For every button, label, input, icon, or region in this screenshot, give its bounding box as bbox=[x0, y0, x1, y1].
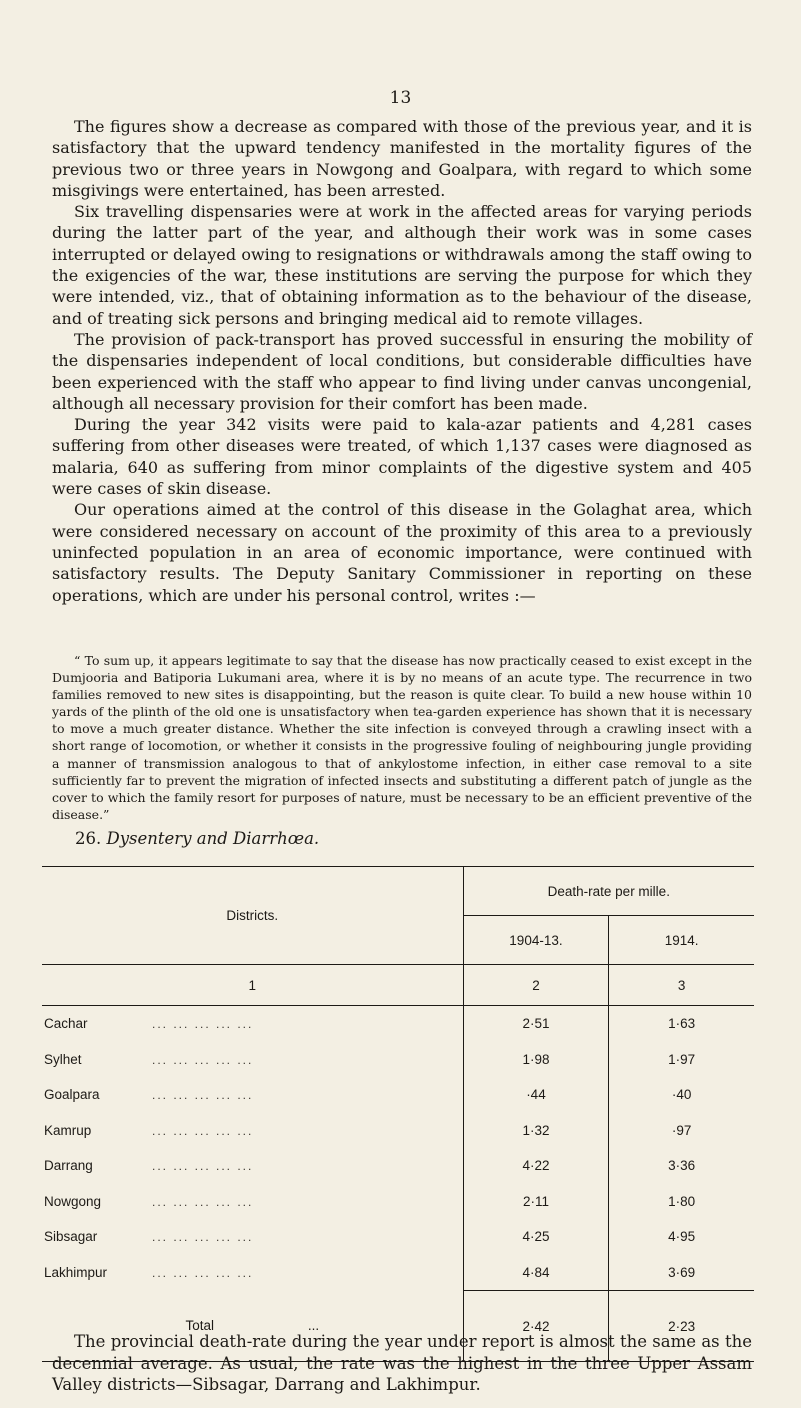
table-row bbox=[42, 1219, 754, 1255]
table-row bbox=[42, 1006, 754, 1042]
leader-dots: ... ... ... ... ... bbox=[152, 1123, 254, 1138]
table-row bbox=[42, 1184, 754, 1220]
year-header-decade: 1904-13. bbox=[463, 916, 609, 965]
paragraph: Our operations aimed at the control of this disease in the Golaghat area, which were considered necessary on account of the proximity of this area to a previously uninfected population in an area of economic importance, were continued with satisfactory results. The Deputy Sanitary Commissioner in reporting on these operations, which are under his personal control, writes :— bbox=[52, 500, 752, 605]
paragraph: During the year 342 visits were paid to kala-azar patients and 4,281 cases suffering from other diseases were treated, of which 1,137 cases were diagnosed as malaria, 640 as suffering from minor complaints of the digestive system and 405 were cases of skin disease. bbox=[52, 415, 752, 499]
district-name: Darrang bbox=[44, 1158, 93, 1174]
leader-dots: ... ... ... ... ... bbox=[152, 1052, 254, 1067]
paragraph: The figures show a decrease as compared with those of the previous year, and it is satisfactory that the upward tendency manifested in the mortality figures of the previous two or three years in Nowgong and Goalpara, with regard to which some misgivings were entertained, has been arrested. bbox=[52, 117, 752, 200]
district-name: Sylhet bbox=[44, 1051, 82, 1067]
column-number: 3 bbox=[609, 965, 754, 1006]
rate-1914: 1·80 bbox=[609, 1184, 754, 1220]
district-name: Nowgong bbox=[44, 1193, 102, 1209]
closing-text bbox=[52, 1331, 752, 1396]
leader-dots: ... ... ... ... ... bbox=[152, 1017, 254, 1031]
rate-decade: ·44 bbox=[463, 1077, 609, 1113]
rate-decade: 2·11 bbox=[463, 1184, 609, 1220]
district-name: Cachar bbox=[44, 1016, 88, 1032]
rate-decade: 4·22 bbox=[463, 1148, 609, 1184]
district-name: Sibsagar bbox=[44, 1229, 98, 1245]
table-row bbox=[42, 1255, 754, 1291]
rate-decade: 4·84 bbox=[463, 1255, 609, 1291]
rate-1914: 1·97 bbox=[609, 1042, 754, 1078]
rate-decade: 1·32 bbox=[463, 1113, 609, 1149]
district-name: Goalpara bbox=[44, 1087, 100, 1103]
rate-decade: 1·98 bbox=[463, 1042, 609, 1078]
paragraph: Six travelling dispensaries were at work in the affected areas for varying periods during the latter part of the year, and although their work was in some cases interrupted or delayed owing to resignations or withdrawals among the staff owing to the exigencies of the war, these institutions are serving the purpose for which they were intended, viz., that of obtaining information as to the behaviour of the disease, and of treating sick persons and bringing medical aid to remote villages. bbox=[52, 202, 752, 328]
leader-dots: ... ... ... ... ... bbox=[152, 1230, 254, 1244]
rate-1914: ·40 bbox=[609, 1077, 754, 1113]
district-name: Kamrup bbox=[44, 1122, 92, 1138]
section-number: 26. bbox=[75, 829, 102, 848]
leader-dots: ... ... ... ... ... bbox=[152, 1265, 254, 1280]
page-number: 13 bbox=[389, 88, 412, 108]
table-row bbox=[42, 1113, 754, 1149]
total-1914: 2·23 bbox=[609, 1291, 754, 1362]
paragraph: The provision of pack-transport has proved successful in ensuring the mobility of the dispensaries independent of local conditions, but considerable difficulties have been experienced with the staff who appear to find living under canvas uncongenial, although all necessary provision for their comfort has been made. bbox=[52, 329, 752, 413]
paragraph: The provincial death-rate during the year under report is almost the same as the decennial average. As usual, the rate was the highest in the three Upper Assam Valley districts—Sibsagar, Darrang and Lakhimpur. bbox=[52, 1332, 752, 1394]
leader-dots: ... ... ... ... ... bbox=[152, 1088, 254, 1102]
total-label: Total bbox=[185, 1318, 215, 1334]
quote-text: “ To sum up, it appears legitimate to say that the disease has now practically ceased to exist except in the Dumjooria and Batiporia Lukumani area, where it is by no means of an acute type. The recurrence in two families removed to new sites is disappointing, but the reason is quite clear. To build a new house within 10 yards of the plinth of the old one is unsatisfactory when tea-garden experience has shown that it is necessary to move a much greater distance. Whether the site infection is conveyed through a crawling insect with a short range of locomotion, or whether it consists in the progressive fouling of neighbouring jungle providing a manner of transmission analogous to that of ankylostome infection, in either case removal to a site sufficiently far to prevent the migration of infected insects and substituting a different patch of jungle as the cover to which the family resort for purposes of nature, must be necessary to be an efficient preventive of the disease.” bbox=[52, 653, 752, 822]
section-heading bbox=[75, 829, 319, 848]
rate-decade: 4·25 bbox=[463, 1219, 609, 1255]
rate-1914: 4·95 bbox=[609, 1219, 754, 1255]
year-header-1914: 1914. bbox=[609, 916, 754, 965]
leader-dots: ... bbox=[307, 1318, 320, 1334]
quoted-report bbox=[52, 652, 752, 823]
column-number: 2 bbox=[463, 965, 609, 1006]
leader-dots: ... ... ... ... ... bbox=[152, 1194, 254, 1209]
rate-1914: 1·63 bbox=[609, 1006, 754, 1042]
table-row bbox=[42, 1042, 754, 1078]
districts-header: Districts. bbox=[226, 908, 279, 923]
death-rate-header: Death-rate per mille. bbox=[463, 867, 754, 916]
death-rate-table bbox=[42, 866, 754, 1362]
section-title: Dysentery and Diarrhœa. bbox=[106, 829, 320, 848]
table-row bbox=[42, 1148, 754, 1184]
table-row bbox=[42, 1077, 754, 1113]
rate-decade: 2·51 bbox=[463, 1006, 609, 1042]
rate-1914: 3·69 bbox=[609, 1255, 754, 1291]
total-decade: 2·42 bbox=[463, 1291, 609, 1362]
leader-dots: ... ... ... ... ... bbox=[152, 1159, 254, 1173]
district-name: Lakhimpur bbox=[44, 1265, 108, 1280]
rate-1914: 3·36 bbox=[609, 1148, 754, 1184]
column-number: 1 bbox=[42, 965, 463, 1006]
rate-1914: ·97 bbox=[609, 1113, 754, 1149]
body-text bbox=[52, 116, 752, 606]
